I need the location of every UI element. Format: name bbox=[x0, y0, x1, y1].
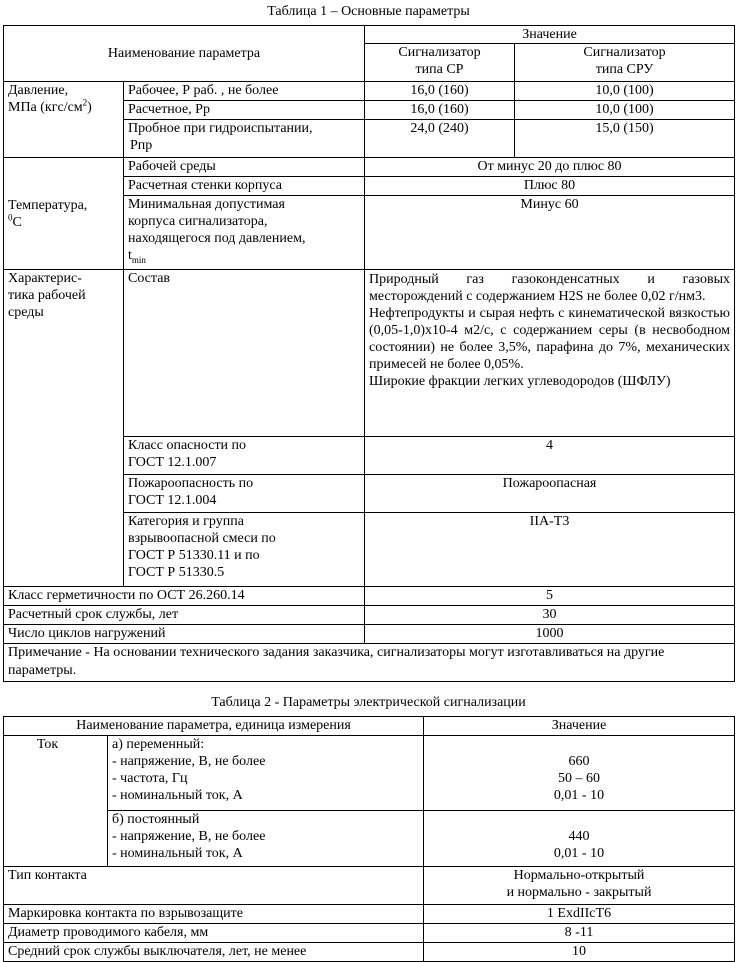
cable-value: 8 -11 bbox=[424, 924, 735, 943]
hazard-class-label: Класс опасности по ГОСТ 12.1.007 bbox=[124, 437, 365, 475]
table1-note: Примечание - На основании технического задания заказчика, сигнализаторы могут изготавливаться на другие параметры. bbox=[4, 644, 735, 682]
temp-medium-value: От минус 20 до плюс 80 bbox=[365, 158, 735, 177]
pressure-group-label: Давление, МПа $(кгс/см^2)$ bbox=[4, 82, 124, 158]
marking-value: 1 ExdIIcT6 bbox=[424, 905, 735, 924]
contact-type-value: Нормально-открытый и нормально - закрытый bbox=[424, 867, 735, 905]
composition-label: Состав bbox=[124, 270, 365, 437]
t2-header-value: Значение bbox=[424, 717, 735, 736]
cable-label: Диаметр проводимого кабеля, мм bbox=[4, 924, 424, 943]
table2-caption: Таблица 2 - Параметры электрической сигнализации bbox=[211, 695, 526, 710]
ac-params: а) переменный: - напряжение, В, не более - частота, Гц - номинальный ток, А bbox=[108, 736, 424, 811]
dc-voltage-value: 440 bbox=[568, 829, 590, 844]
ac-current-label: - номинальный ток, А bbox=[112, 788, 243, 803]
dc-params: б) постоянный - напряжение, В, не более - номинальный ток, А bbox=[108, 811, 424, 867]
header-param-name: Наименование параметра bbox=[4, 26, 365, 82]
current-label: Ток bbox=[4, 736, 108, 867]
header-value: Значение bbox=[365, 26, 735, 44]
cycles-value: 1000 bbox=[365, 625, 735, 644]
dc-voltage-label: - напряжение, В, не более bbox=[112, 829, 266, 844]
pressure-design-sr: 16,0 (160) bbox=[365, 101, 515, 120]
medium-group-label: Характерис- тика рабочей среды bbox=[4, 270, 124, 587]
service-life-label: Расчетный срок службы, лет bbox=[4, 606, 365, 625]
ac-voltage-value: 660 bbox=[568, 754, 590, 769]
table2 bbox=[3, 716, 735, 962]
marking-label: Маркировка контакта по взрывозащите bbox=[4, 905, 424, 924]
service-life-value: 30 bbox=[365, 606, 735, 625]
pressure-working-sr: 16,0 (160) bbox=[365, 82, 515, 101]
temp-wall-value: Плюс 80 bbox=[365, 177, 735, 196]
composition-value: Природный газ газоконденсатных и газовых месторождений с содержанием H2S не более 0,02 г/нм3. Нефтепродукты и сырая нефть с кинематической вязкостью (0,05-1,0)х10-4 м2/с, с содержанием серы (в несвободном состоянии) не более 3,5%, парафина до 7%, механических примесей не более 0,05%. Широкие фракции легких углеводородов (ШФЛУ) bbox=[365, 270, 735, 437]
pressure-design-label: Расчетное, Рр bbox=[124, 101, 365, 120]
temp-min-value: Минус 60 bbox=[365, 196, 735, 270]
table1-caption: Таблица 1 – Основные параметры bbox=[267, 4, 470, 19]
header-col-sr: Сигнализатор типа СР bbox=[365, 44, 515, 82]
ac-current-value: 0,01 - 10 bbox=[553, 788, 605, 803]
table1 bbox=[3, 25, 735, 682]
temp-min-label: Минимальная допустимая корпуса сигнализатора, находящегося под давлением, $t_{min}$ bbox=[124, 196, 365, 270]
tightness-label: Класс герметичности по ОСТ 26.260.14 bbox=[4, 587, 365, 606]
cycles-label: Число циклов нагружений bbox=[4, 625, 365, 644]
t2-header-param-name: Наименование параметра, единица измерения bbox=[4, 717, 424, 736]
ac-values bbox=[424, 736, 735, 811]
mixture-category-value: IIA-T3 bbox=[365, 513, 735, 587]
dc-values bbox=[424, 811, 735, 867]
pressure-working-sru: 10,0 (100) bbox=[515, 82, 735, 101]
fire-hazard-value: Пожароопасная bbox=[365, 475, 735, 513]
ac-frequency-label: - частота, Гц bbox=[112, 771, 188, 786]
pressure-test-label: Пробное при гидроиспытании, Рпр bbox=[124, 120, 365, 158]
pressure-design-sru: 10,0 (100) bbox=[515, 101, 735, 120]
pressure-test-sru: 15,0 (150) bbox=[515, 120, 735, 158]
switch-life-value: 10 bbox=[424, 943, 735, 962]
dc-current-label: - номинальный ток, А bbox=[112, 846, 243, 861]
temp-wall-label: Расчетная стенки корпуса bbox=[124, 177, 365, 196]
mixture-category-label: Категория и группа взрывоопасной смеси по ГОСТ Р 51330.11 и по ГОСТ Р 51330.5 bbox=[124, 513, 365, 587]
header-col-sru: Сигнализатор типа СРУ bbox=[515, 44, 735, 82]
temperature-group-label: Температура, $^0$С bbox=[4, 158, 124, 270]
contact-type-label: Тип контакта bbox=[4, 867, 424, 905]
fire-hazard-label: Пожароопасность по ГОСТ 12.1.004 bbox=[124, 475, 365, 513]
dc-current-value: 0,01 - 10 bbox=[553, 846, 605, 861]
temp-medium-label: Рабочей среды bbox=[124, 158, 365, 177]
tightness-value: 5 bbox=[365, 587, 735, 606]
ac-frequency-value: 50 – 60 bbox=[558, 771, 600, 786]
pressure-working-label: Рабочее, Р раб. , не более bbox=[124, 82, 365, 101]
hazard-class-value: 4 bbox=[365, 437, 735, 475]
ac-voltage-label: - напряжение, В, не более bbox=[112, 754, 266, 769]
switch-life-label: Средний срок службы выключателя, лет, не менее bbox=[4, 943, 424, 962]
pressure-test-sr: 24,0 (240) bbox=[365, 120, 515, 158]
